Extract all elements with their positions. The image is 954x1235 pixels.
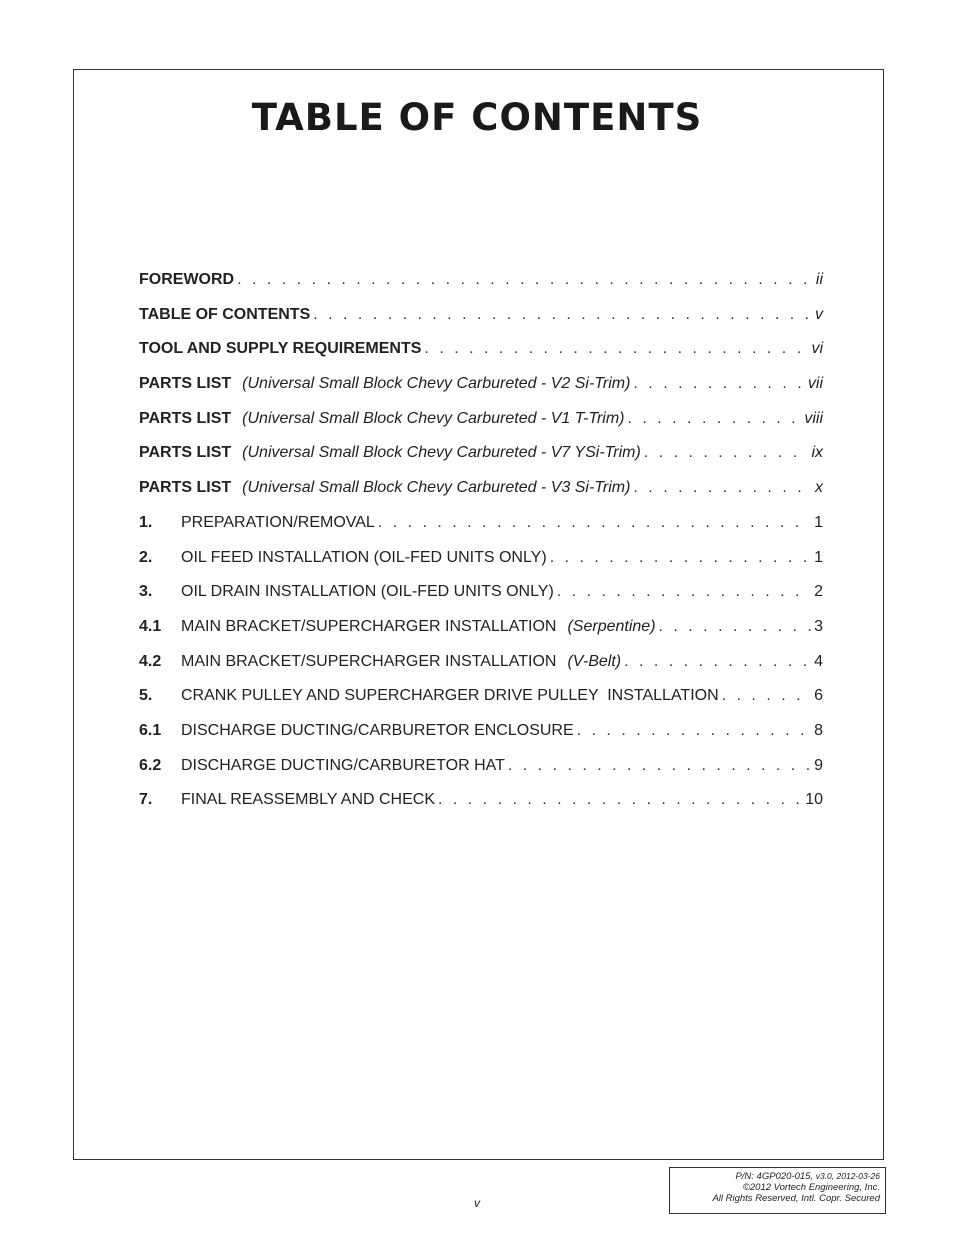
toc-entry-page: ii xyxy=(815,271,823,288)
dot-leader xyxy=(644,444,809,462)
toc-section-number: 6.2 xyxy=(139,756,162,774)
toc-section[interactable] xyxy=(139,583,823,618)
rights-text: All Rights Reserved, Intl. Copr. Secured xyxy=(712,1193,880,1204)
toc-section[interactable] xyxy=(139,618,823,653)
toc-entry-subtitle: (Universal Small Block Chevy Carbureted - V7 YSi-Trim) xyxy=(242,444,641,462)
toc-entry[interactable] xyxy=(139,271,823,306)
toc-section[interactable] xyxy=(139,687,823,722)
toc-entry-label: PARTS LIST xyxy=(139,479,232,497)
toc-section-label: OIL FEED INSTALLATION (OIL-FED UNITS ONLY) xyxy=(181,548,547,566)
dot-leader xyxy=(508,757,811,775)
toc-section-label: DISCHARGE DUCTING/CARBURETOR ENCLOSURE xyxy=(181,721,574,739)
toc-entry[interactable] xyxy=(139,479,823,514)
dot-leader xyxy=(557,583,811,601)
dot-leader xyxy=(624,653,811,671)
toc-section-label: FINAL REASSEMBLY AND CHECK xyxy=(181,791,435,809)
toc-section-number: 5. xyxy=(139,687,153,705)
dot-leader xyxy=(633,479,812,497)
toc-section-number: 3. xyxy=(139,583,153,601)
toc-section[interactable] xyxy=(139,653,823,688)
toc-entry-page: ix xyxy=(811,444,823,462)
toc-section-page: 8 xyxy=(814,721,823,739)
toc-entry-label: TABLE OF CONTENTS xyxy=(139,305,311,323)
toc-section-label: MAIN BRACKET/SUPERCHARGER INSTALLATION xyxy=(181,652,557,670)
dot-leader xyxy=(378,514,811,532)
dot-leader xyxy=(577,722,811,740)
toc-entry-page: vii xyxy=(807,375,823,393)
part-number-line xyxy=(670,1171,880,1182)
toc-entry-subtitle: (Universal Small Block Chevy Carbureted - V1 T-Trim) xyxy=(242,409,625,427)
toc-section-number: 2. xyxy=(139,548,153,566)
dot-leader xyxy=(424,340,808,358)
dot-leader xyxy=(633,375,804,393)
toc-section-page: 9 xyxy=(814,756,823,774)
toc-section-label: CRANK PULLEY AND SUPERCHARGER DRIVE PULLEY INSTALLATION xyxy=(181,687,719,705)
page-title: TABLE OF CONTENTS xyxy=(251,96,703,139)
toc-section-page: 3 xyxy=(814,617,823,635)
toc-section-label: MAIN BRACKET/SUPERCHARGER INSTALLATION xyxy=(181,617,557,635)
dot-leader xyxy=(722,687,811,705)
toc-section-number: 1. xyxy=(139,513,153,531)
toc-section[interactable] xyxy=(139,791,823,826)
toc-section[interactable] xyxy=(139,549,823,584)
version-date: v3.0, 2012-03-26 xyxy=(815,1171,880,1181)
toc-section-page: 2 xyxy=(814,583,823,601)
toc-section-page: 1 xyxy=(814,513,823,531)
dot-leader xyxy=(627,410,801,428)
toc-section[interactable] xyxy=(139,722,823,757)
toc-entry[interactable] xyxy=(139,340,823,375)
toc-entry[interactable] xyxy=(139,410,823,445)
toc-section-page: 6 xyxy=(814,687,823,705)
toc-section-number: 7. xyxy=(139,791,153,809)
toc-section-label: DISCHARGE DUCTING/CARBURETOR HAT xyxy=(181,756,505,774)
toc-section[interactable] xyxy=(139,514,823,549)
page-number: v xyxy=(474,1196,480,1210)
toc-entry-page: viii xyxy=(804,409,823,427)
toc-section-number: 4.1 xyxy=(139,617,162,635)
toc-entry-subtitle: (Universal Small Block Chevy Carbureted - V2 Si-Trim) xyxy=(242,375,631,393)
toc-section-subtitle: (Serpentine) xyxy=(567,617,656,635)
toc-entry-subtitle: (Universal Small Block Chevy Carbureted - V3 Si-Trim) xyxy=(242,479,631,497)
dot-leader xyxy=(237,271,813,289)
toc-entry[interactable] xyxy=(139,375,823,410)
toc-section[interactable] xyxy=(139,757,823,792)
dot-leader xyxy=(438,791,802,809)
dot-leader xyxy=(313,306,812,324)
toc-entry-page: x xyxy=(815,479,823,497)
toc-section-number: 4.2 xyxy=(139,652,162,670)
toc-entry-label: PARTS LIST xyxy=(139,444,232,462)
dot-leader xyxy=(550,549,811,567)
toc-section-subtitle: (V-Belt) xyxy=(567,652,622,670)
toc-entry[interactable] xyxy=(139,444,823,479)
toc-section-number: 6.1 xyxy=(139,721,162,739)
dot-leader xyxy=(659,618,812,636)
toc-section-page: 1 xyxy=(814,548,823,566)
part-number: P/N: 4GP020-015, xyxy=(735,1171,814,1182)
toc-entry-page: vi xyxy=(811,340,823,358)
toc-entry-label: PARTS LIST xyxy=(139,409,232,427)
toc-section-page: 10 xyxy=(805,791,823,809)
toc-entry-label: TOOL AND SUPPLY REQUIREMENTS xyxy=(139,340,422,358)
toc-entry-label: PARTS LIST xyxy=(139,375,232,393)
toc-section-label: OIL DRAIN INSTALLATION (OIL-FED UNITS ONLY) xyxy=(181,583,554,601)
toc-section-page: 4 xyxy=(814,652,823,670)
toc-entry-label: FOREWORD xyxy=(139,271,235,288)
toc-list xyxy=(139,271,823,826)
toc-section-label: PREPARATION/REMOVAL xyxy=(181,513,375,531)
toc-entry-page: v xyxy=(815,305,823,323)
copyright-text: ©2012 Vortech Engineering, Inc. xyxy=(742,1182,880,1193)
toc-entry[interactable] xyxy=(139,306,823,341)
